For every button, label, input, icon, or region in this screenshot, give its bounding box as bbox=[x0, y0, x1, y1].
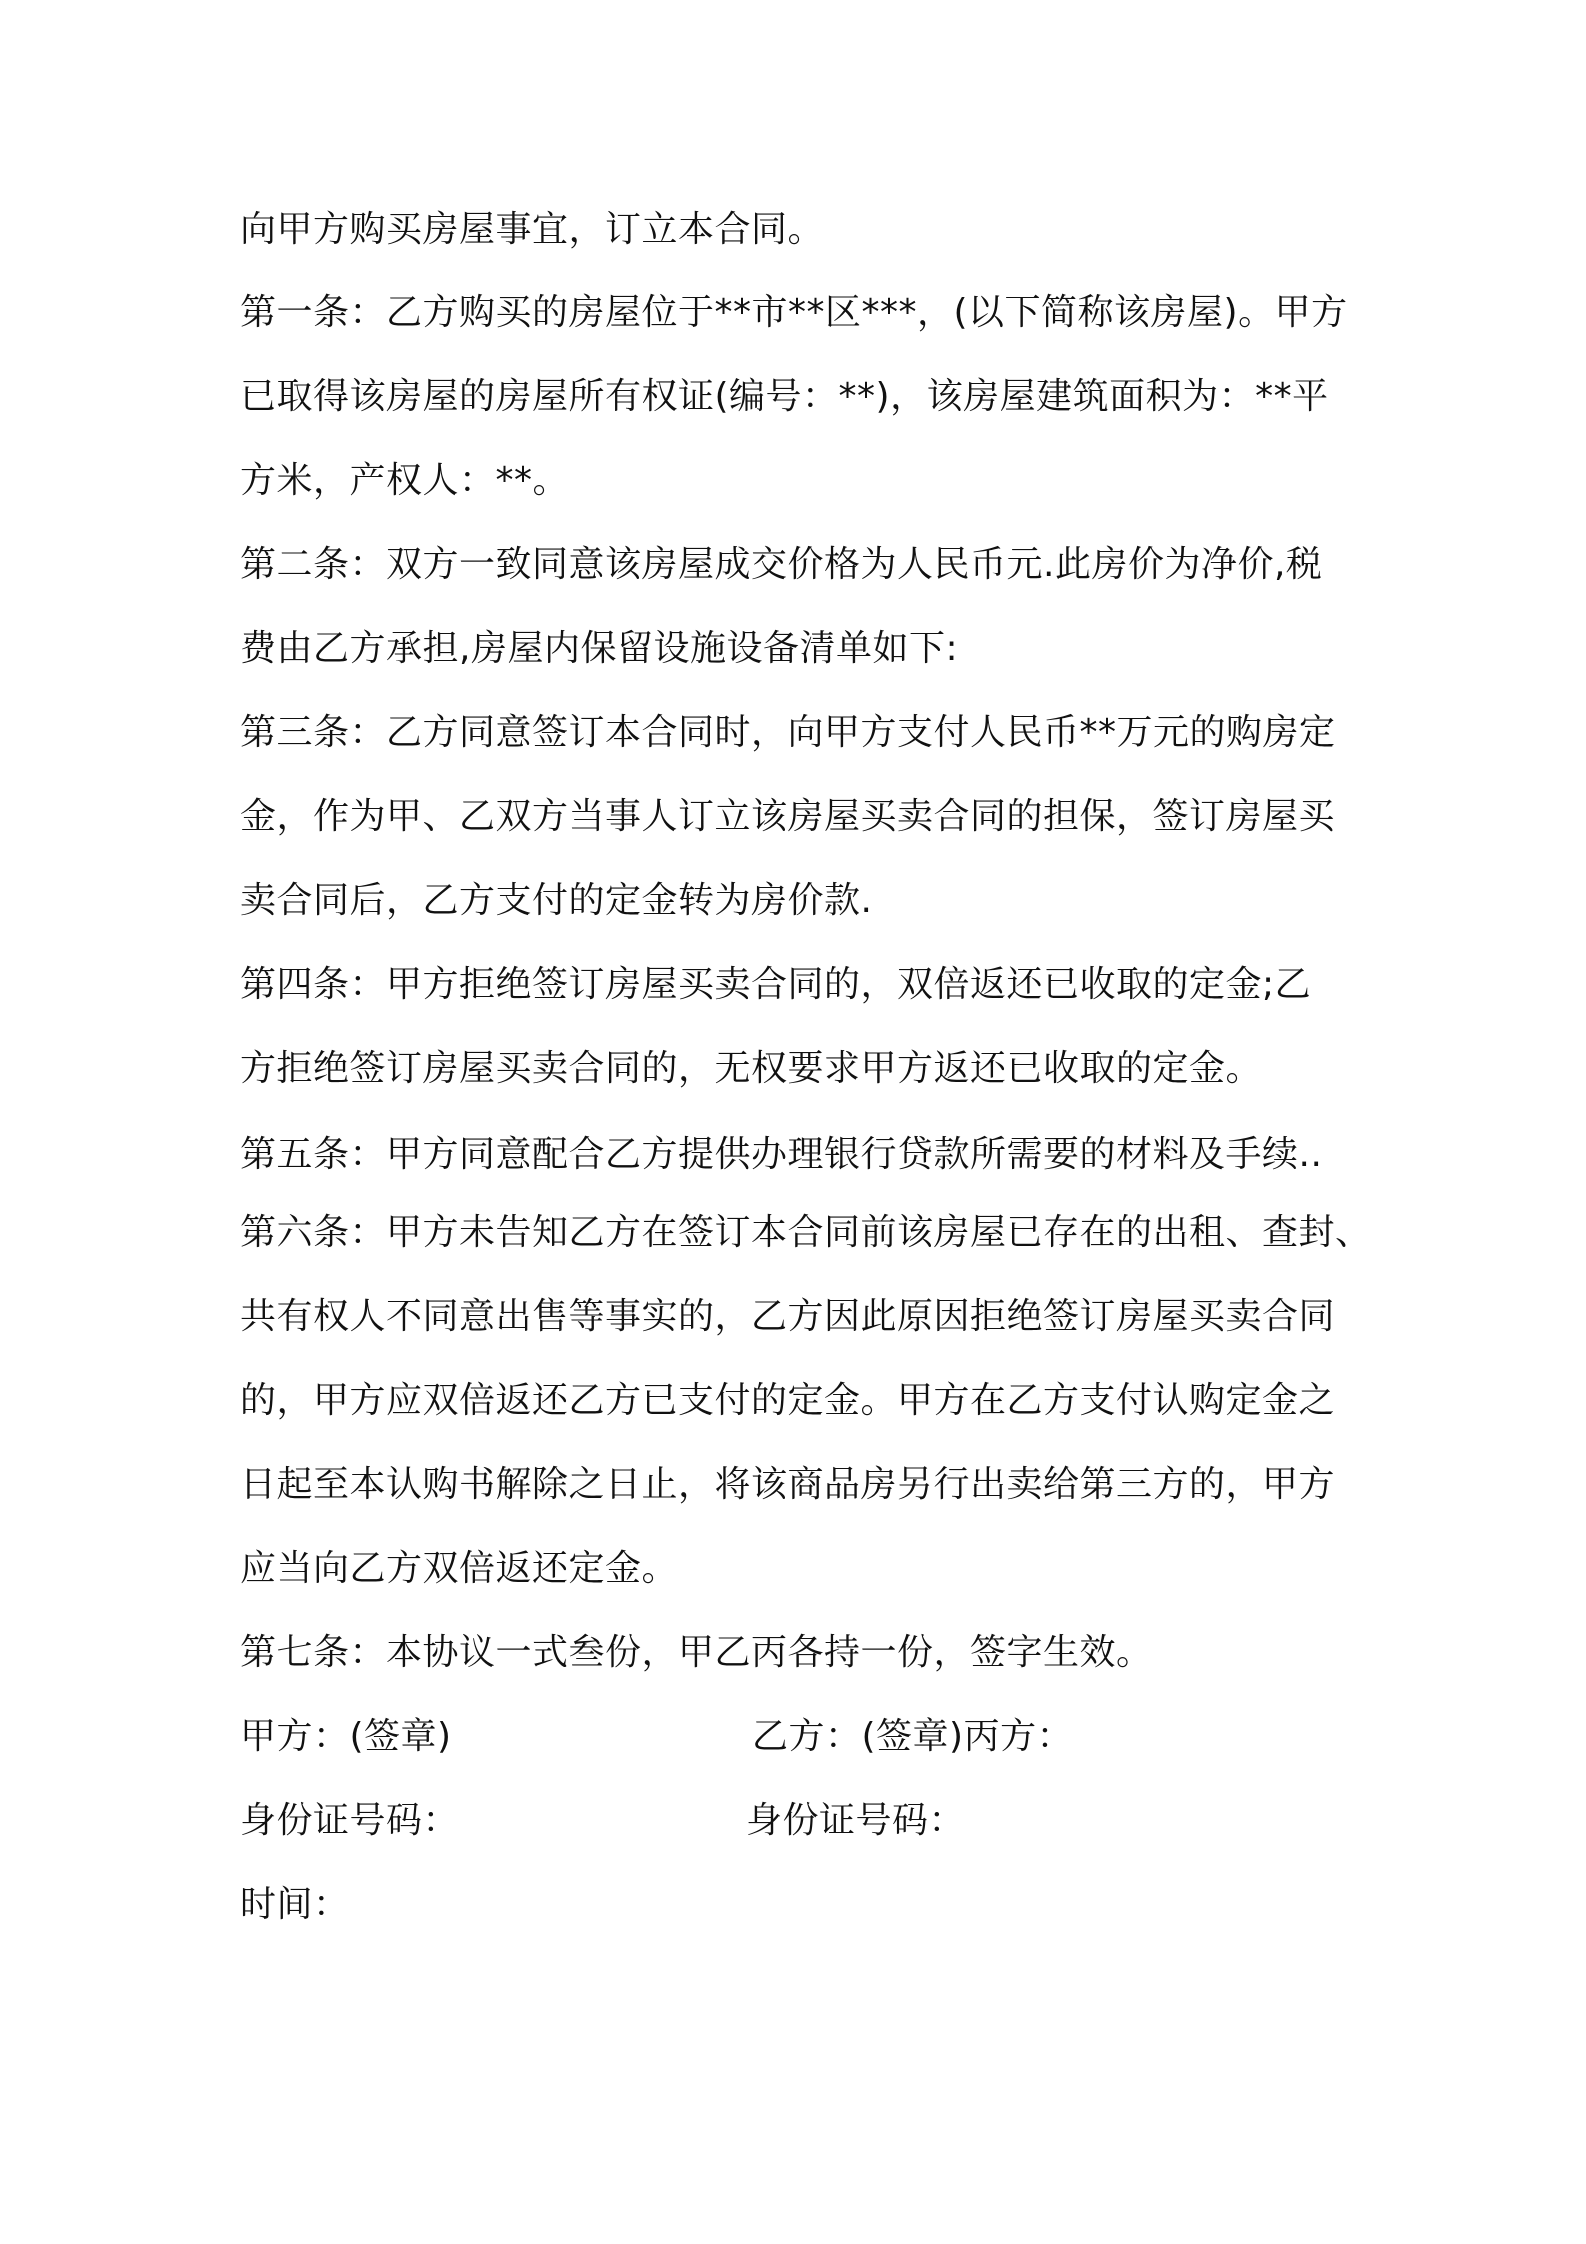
time-label: 时间： bbox=[240, 1884, 350, 1925]
article-2-line-2: 费由乙方承担,房屋内保留设施设备清单如下: bbox=[240, 628, 959, 669]
article-6-line-4: 日起至本认购书解除之日止，将该商品房另行出卖给第三方的，甲方 bbox=[240, 1464, 1336, 1505]
article-4-line-2: 方拒绝签订房屋买卖合同的，无权要求甲方返还已收取的定金。 bbox=[240, 1048, 1263, 1089]
article-1-line-1: 第一条：乙方购买的房屋位于**市**区***，(以下简称该房屋)。甲方 bbox=[240, 292, 1348, 333]
article-6-line-1: 第六条：甲方未告知乙方在签订本合同前该房屋已存在的出租、查封、 bbox=[240, 1212, 1372, 1253]
intro-line: 向甲方购买房屋事宜，订立本合同。 bbox=[240, 209, 825, 250]
article-3-line-1: 第三条：乙方同意签订本合同时，向甲方支付人民币**万元的购房定 bbox=[240, 712, 1336, 753]
article-4-line-1: 第四条：甲方拒绝签订房屋买卖合同的，双倍返还已收取的定金;乙 bbox=[240, 964, 1312, 1005]
article-3-line-3: 卖合同后，乙方支付的定金转为房价款. bbox=[240, 880, 873, 921]
id-number-b-label: 身份证号码： bbox=[746, 1800, 966, 1841]
article-6-line-5: 应当向乙方双倍返还定金。 bbox=[240, 1548, 679, 1589]
article-6-line-2: 共有权人不同意出售等事实的，乙方因此原因拒绝签订房屋买卖合同 bbox=[240, 1296, 1336, 1337]
article-1-line-2: 已取得该房屋的房屋所有权证(编号：**)，该房屋建筑面积为：**平 bbox=[240, 376, 1329, 417]
article-1-line-3: 方米，产权人：**。 bbox=[240, 460, 570, 501]
article-7-line-1: 第七条：本协议一式叁份，甲乙丙各持一份，签字生效。 bbox=[240, 1632, 1153, 1673]
article-6-line-3: 的，甲方应双倍返还乙方已支付的定金。甲方在乙方支付认购定金之 bbox=[240, 1380, 1336, 1421]
signature-party-a: 甲方：(签章) bbox=[240, 1716, 452, 1757]
article-2-line-1: 第二条：双方一致同意该房屋成交价格为人民币元.此房价为净价,税 bbox=[240, 544, 1323, 585]
id-number-a-label: 身份证号码： bbox=[240, 1800, 460, 1841]
article-3-line-2: 金，作为甲、乙双方当事人订立该房屋买卖合同的担保，签订房屋买 bbox=[240, 796, 1336, 837]
article-5-line-1: 第五条：甲方同意配合乙方提供办理银行贷款所需要的材料及手续.. bbox=[240, 1134, 1323, 1175]
signature-party-b-c: 乙方：(签章)丙方： bbox=[752, 1716, 1074, 1757]
